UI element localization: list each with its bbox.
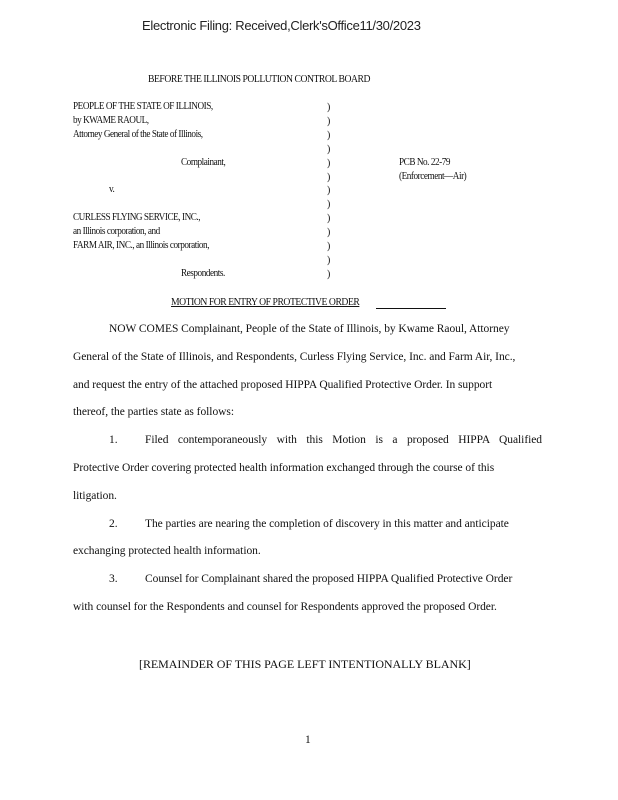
case-number: PCB No. 22-79 [399, 157, 451, 168]
item-2-number: 2. [109, 518, 118, 530]
caption-plaintiff-line1: PEOPLE OF THE STATE OF ILLINOIS, [73, 101, 213, 112]
caption-defendant-line2: an Illinois corporation, and [73, 226, 160, 237]
caption-paren-column: ) ) ) ) ) ) ) ) ) ) ) ) ) [327, 102, 331, 280]
item-2-line2: exchanging protected health information. [73, 545, 261, 557]
item-2-line1: The parties are nearing the completion of discovery in this matter and anticipate [145, 518, 509, 530]
case-type: (Enforcement—Air) [399, 171, 467, 182]
intro-line1: NOW COMES Complainant, People of the State of Illinois, by Kwame Raoul, Attorney [109, 323, 510, 335]
item-3-number: 3. [109, 573, 118, 585]
item-1-line3: litigation. [73, 490, 117, 502]
remainder-note: [REMAINDER OF THIS PAGE LEFT INTENTIONALLY BLANK] [139, 657, 471, 671]
caption-plaintiff-line2: by KWAME RAOUL, [73, 115, 149, 126]
filing-header: Electronic Filing: Received,Clerk'sOffice11/30/2023 [142, 18, 421, 33]
item-3-line2: with counsel for the Respondents and counsel for Respondents approved the proposed Order. [73, 601, 497, 613]
item-1-line2: Protective Order covering protected health information exchanged through the course of this [73, 462, 495, 474]
caption-defendant-line3: FARM AIR, INC., an Illinois corporation, [73, 240, 210, 251]
caption-plaintiff-line3: Attorney General of the State of Illinois, [73, 129, 203, 140]
caption-defendant-line1: CURLESS FLYING SERVICE, INC., [73, 212, 201, 223]
caption-respondents-label: Respondents. [181, 268, 225, 279]
item-1-line1: Filed contemporaneously with this Motion is a proposed HIPPA Qualified [145, 434, 542, 446]
intro-line4: thereof, the parties state as follows: [73, 406, 234, 418]
item-1-number: 1. [109, 434, 118, 446]
caption-versus: v. [109, 184, 115, 195]
intro-line3: and request the entry of the attached proposed HIPPA Qualified Protective Order. In support [73, 379, 493, 391]
intro-line2: General of the State of Illinois, and Respondents, Curless Flying Service, Inc. and Farm Air, Inc., [73, 351, 516, 363]
item-3-line1: Counsel for Complainant shared the proposed HIPPA Qualified Protective Order [145, 573, 513, 585]
page-number: 1 [305, 734, 311, 746]
motion-title: MOTION FOR ENTRY OF PROTECTIVE ORDER [171, 297, 360, 308]
board-title: BEFORE THE ILLINOIS POLLUTION CONTROL BOARD [148, 74, 370, 85]
title-underline-rule [376, 308, 446, 309]
caption-complainant-label: Complainant, [181, 157, 226, 168]
